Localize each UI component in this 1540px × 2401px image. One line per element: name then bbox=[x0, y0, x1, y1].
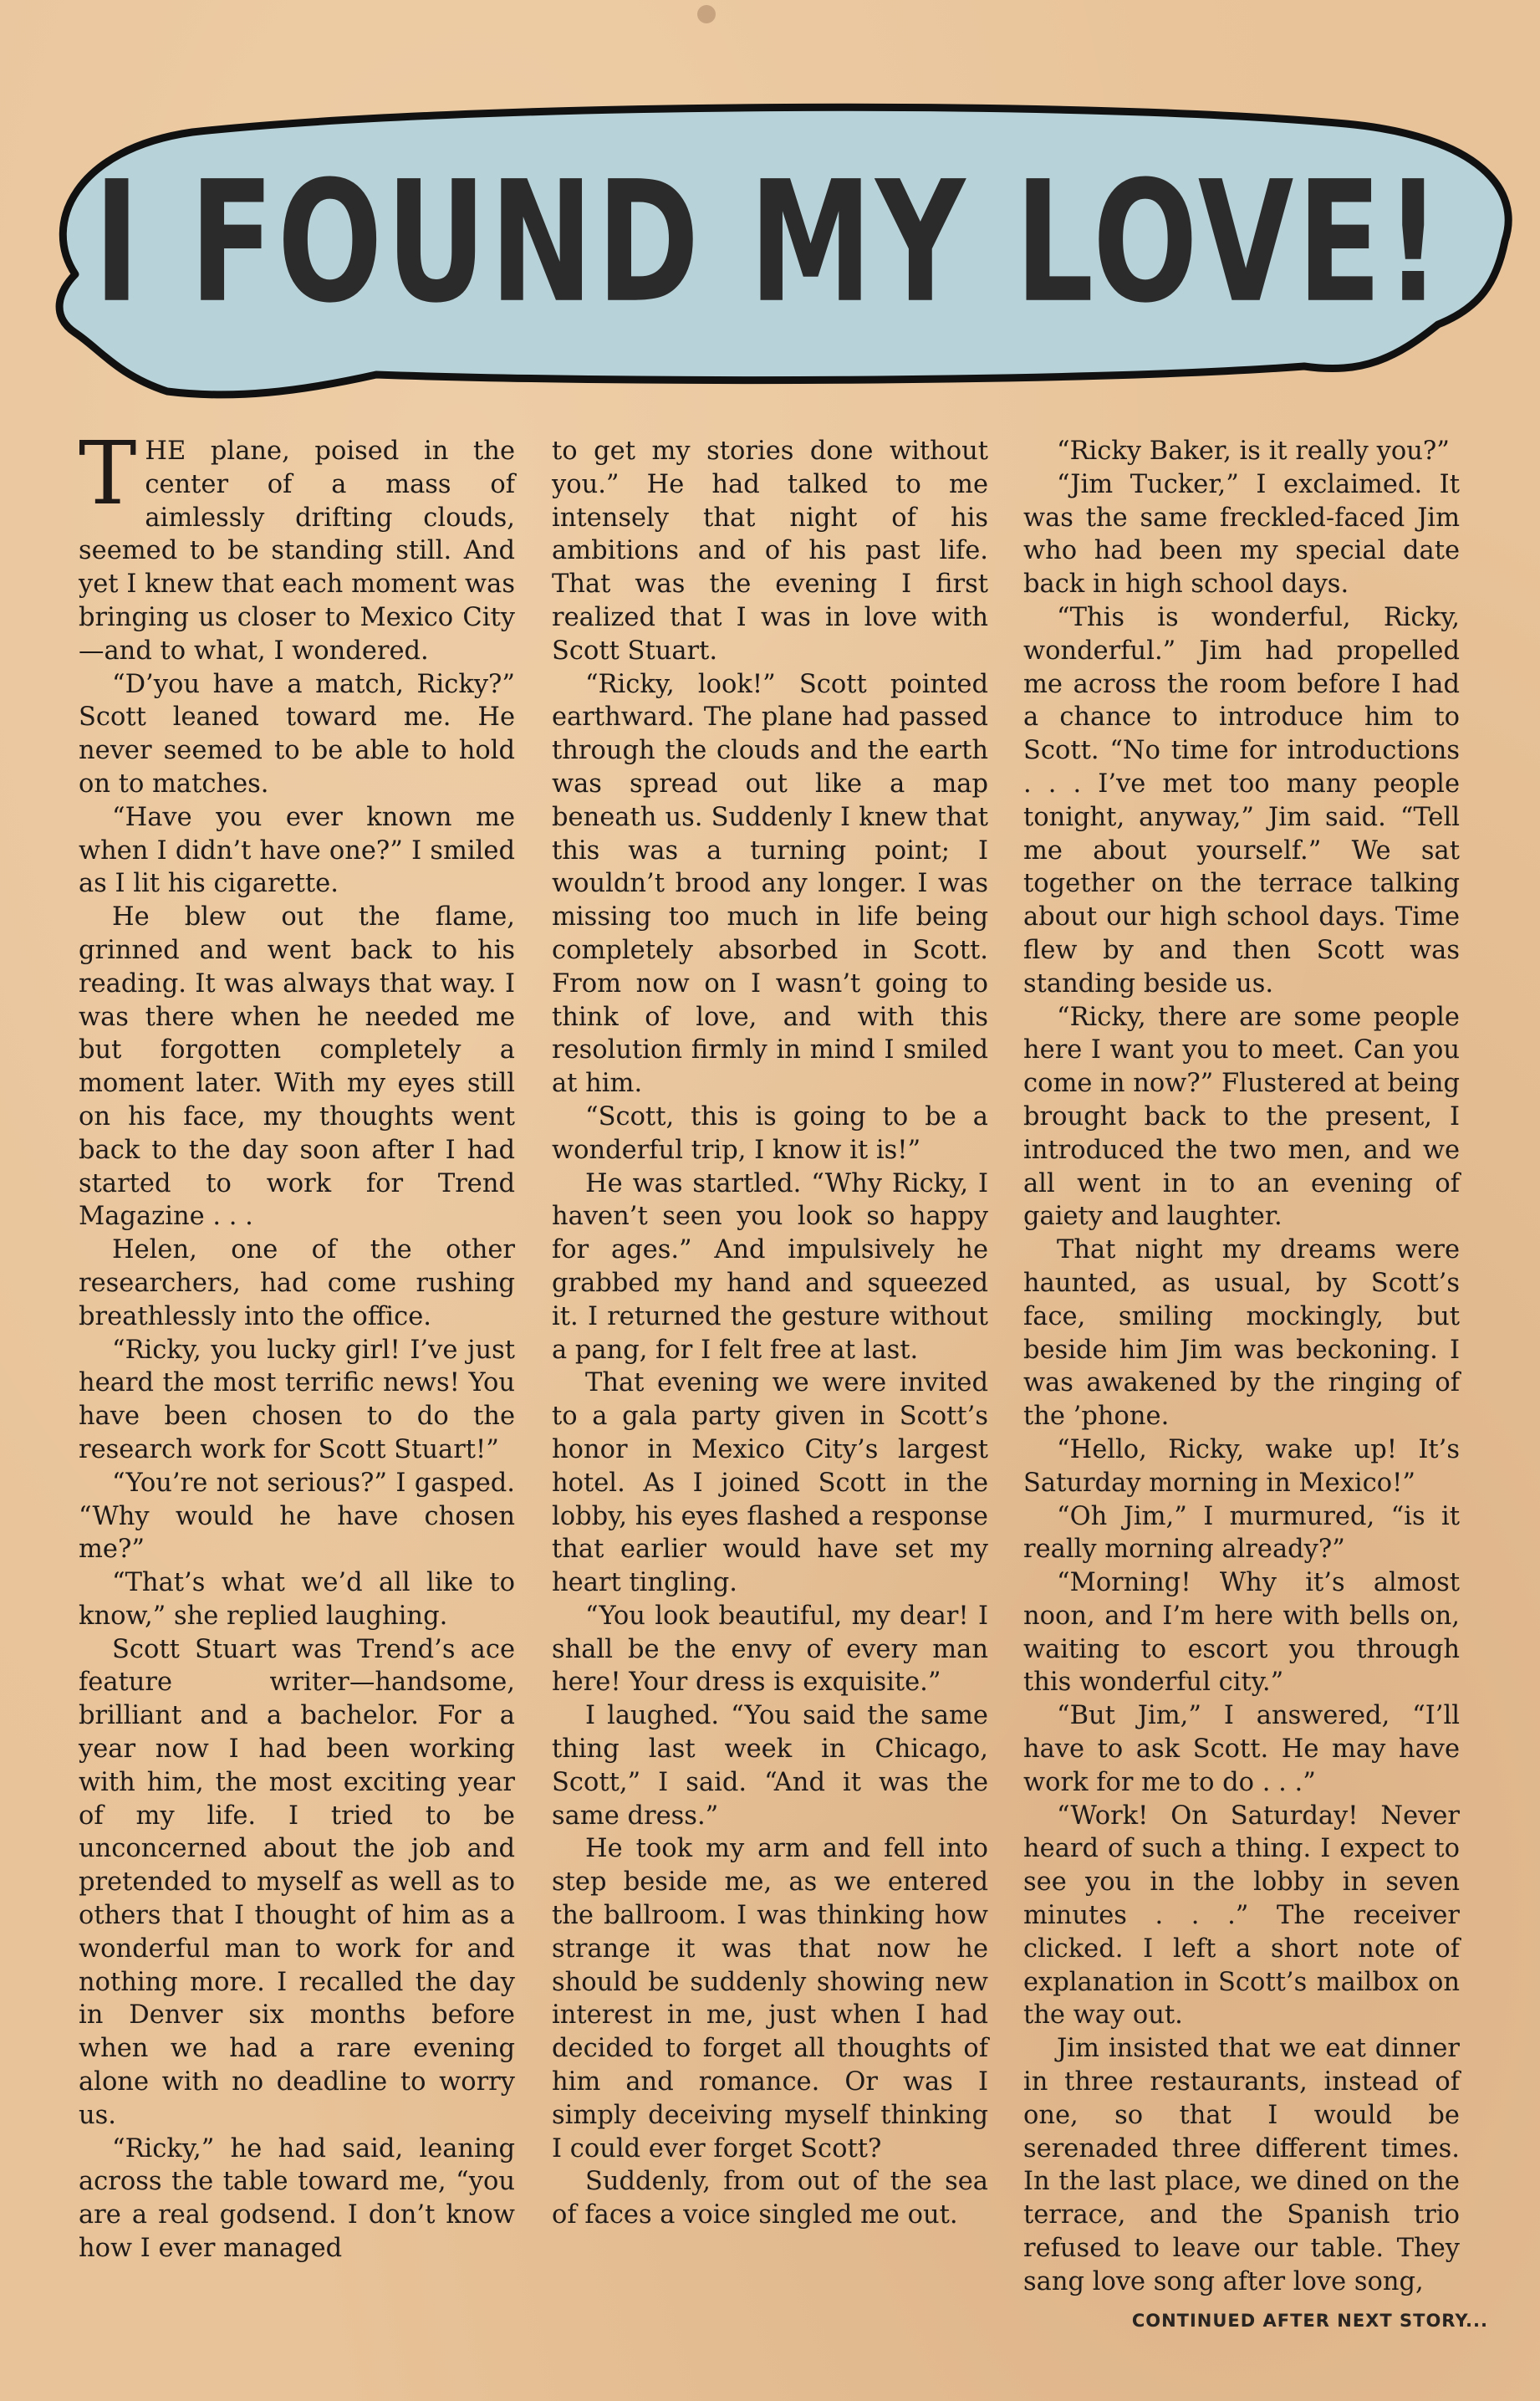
paragraph: “Morning! Why it’s almost noon, and I’m here with bells on, waiting to escort you through this wonderful city.” bbox=[1023, 1568, 1460, 1698]
paragraph: “Ricky, there are some people here I want you to meet. Can you come in now?” Flustered at being brought back to the present, I introduced the two men, and we all went in to an evening of gaiety and laughter. bbox=[1023, 1002, 1460, 1232]
paragraph: Jim insisted that we eat dinner in three restaurants, instead of one, so that I would be serenaded three different times. In the last place, we dined on the terrace, and the Spanish trio refused to leave our table. They sang love song after love song, bbox=[1023, 2034, 1460, 2296]
paragraph: “Scott, this is going to be a wonderful trip, I know it is!” bbox=[552, 1101, 988, 1165]
story-title: I FOUND MY LOVE! bbox=[94, 145, 1445, 340]
paragraph: “But Jim,” I answered, “I’ll have to ask Scott. He may have work for me to do . . .” bbox=[1023, 1701, 1460, 1797]
paragraph: “This is wonderful, Ricky, wonderful.” Jim had propelled me across the room before I had a chance to introduce him to Scott. “No time for introductions . . . I’ve met too many people tonight, anyway,” Jim said. “Tell me about yourself.” We sat together on the terrace talking about our high school days. Time flew by and then Scott was standing beside us. bbox=[1023, 602, 1460, 999]
paragraph: “Ricky, you lucky girl! I’ve just heard the most terrific news! You have been chosen to do the research work for Scott Stuart!” bbox=[79, 1335, 515, 1464]
paragraph: “Ricky, look!” Scott pointed earthward. The plane had passed through the clouds and the earth was spread out like a map beneath us. Suddenly I knew that this was a turning point; I wouldn’t brood any longer. I was missing too much in life being completely absorbed in Scott. From now on I wasn’t going to think of love, and with this resolution firmly in mind I smiled at him. bbox=[552, 669, 988, 1099]
column-3 bbox=[1023, 435, 1460, 2299]
paragraph: He blew out the flame, grinned and went back to his reading. It was always that way. I was there when he needed me but forgotten completely a moment later. With my eyes still on his face, my thoughts went back to the day soon after I had started to work for Trend Magazine . . . bbox=[79, 902, 515, 1232]
paragraph: “You’re not serious?” I gasped. “Why would he have chosen me?” bbox=[79, 1468, 515, 1565]
paragraph: “Have you ever known me when I didn’t have one?” I smiled as I lit his cigarette. bbox=[79, 802, 515, 899]
paragraph: “Ricky Baker, is it really you?” bbox=[1057, 437, 1450, 466]
paragraph: He took my arm and fell into step beside me, as we entered the ballroom. I was thinking how strange it was that now he should be suddenly showing new interest in me, just when I had decided to forget all thoughts of him and romance. Or was I simply deceiving myself thinking I could ever forget Scott? bbox=[552, 1834, 988, 2163]
paragraph: “Hello, Ricky, wake up! It’s Saturday morning in Mexico!” bbox=[1023, 1434, 1460, 1498]
column-1 bbox=[79, 422, 515, 2266]
paragraph: “D’you have a match, Ricky?” Scott leaned toward me. He never seemed to be able to hold on to matches. bbox=[79, 669, 515, 799]
paragraph: That night my dreams were haunted, as usual, by Scott’s face, smiling mockingly, but beside him Jim was beckoning. I was awakened by the ringing of the ’phone. bbox=[1023, 1235, 1460, 1432]
paragraph: Scott Stuart was Trend’s ace feature writer—handsome, brilliant and a bachelor. For a year now I had been working with him, the most exciting year of my life. I tried to be unconcerned about the job and pretended to myself as well as to others that I thought of him as a wonderful man to work for and nothing more. I recalled the day in Denver six months before when we had a rare evening alone with no deadline to worry us. bbox=[79, 1634, 515, 2130]
paragraph: That evening we were invited to a gala party given in Scott’s honor in Mexico City’s largest hotel. As I joined Scott in the lobby, his eyes flashed a response that earlier would have set my heart tingling. bbox=[552, 1368, 988, 1598]
column-2 bbox=[552, 435, 988, 2232]
paragraph: “You look beautiful, my dear! I shall be the envy of every man here! Your dress is exquisite.” bbox=[552, 1601, 988, 1698]
paragraph: He was startled. “Why Ricky, I haven’t seen you look so happy for ages.” And impulsively he grabbed my hand and squeezed it. I returned the gesture without a pang, for I felt free at last. bbox=[552, 1168, 988, 1365]
title-banner bbox=[25, 99, 1513, 416]
continued-note: CONTINUED AFTER NEXT STORY... bbox=[1131, 2311, 1488, 2331]
paragraph: “Oh Jim,” I murmured, “is it really morning already?” bbox=[1023, 1501, 1460, 1565]
paragraph: “That’s what we’d all like to know,” she replied laughing. bbox=[79, 1568, 515, 1631]
paragraph: “Work! On Saturday! Never heard of such a thing. I expect to see you in the lobby in seven minutes . . .” The receiver clicked. I left a short note of explanation in Scott’s mailbox on the way out. bbox=[1023, 1801, 1460, 2031]
staple-mark bbox=[697, 5, 716, 23]
drop-cap: T bbox=[79, 422, 137, 524]
paragraph: THE plane, poised in the center of a mass of aimlessly drifting clouds, seemed to be standing still. And yet I knew that each moment was bringing us closer to Mexico City—and to what, I wondered. bbox=[79, 422, 515, 666]
paragraph: “Jim Tucker,” I exclaimed. It was the same freckled-faced Jim who had been my special date back in high school days. bbox=[1023, 469, 1460, 600]
story-columns bbox=[79, 422, 1466, 2296]
paragraph: I laughed. “You said the same thing last week in Chicago, Scott,” I said. “And it was the same dress.” bbox=[552, 1701, 988, 1831]
paragraph: “Ricky,” he had said, leaning across the table toward me, “you are a real godsend. I don’t know how I ever managed bbox=[79, 2133, 515, 2264]
paragraph: Helen, one of the other researchers, had come rushing breathlessly into the office. bbox=[79, 1235, 515, 1331]
paragraph: Suddenly, from out of the sea of faces a voice singled me out. bbox=[552, 2167, 988, 2230]
paragraph: to get my stories done without you.” He had talked to me intensely that night of his ambitions and of his past life. That was the evening I first realized that I was in love with Scott Stuart. bbox=[552, 437, 988, 666]
